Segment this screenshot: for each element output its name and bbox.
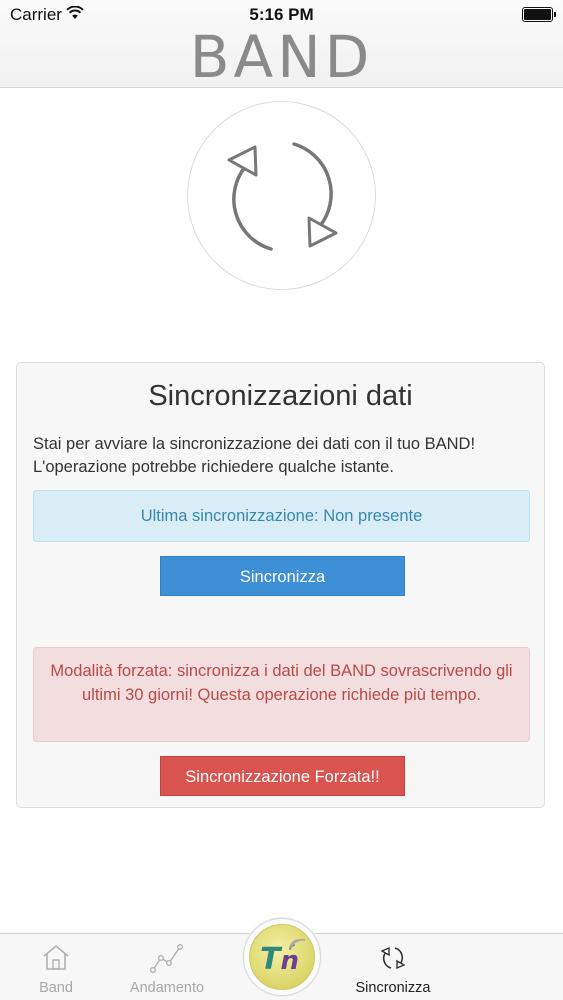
top-bar [0, 0, 563, 91]
tab-band-label: Band [39, 980, 73, 996]
sync-illustration [187, 101, 376, 290]
battery-icon [522, 7, 553, 22]
tn-logo-t: T [260, 942, 281, 977]
tab-band[interactable] [6, 934, 106, 1000]
signal-waves-icon [287, 936, 309, 958]
panel-title: Sincronizzazioni dati [148, 380, 413, 412]
line-chart-icon [150, 943, 184, 973]
tab-andamento[interactable] [117, 934, 217, 1000]
house-icon [41, 943, 71, 971]
center-logo-button[interactable] [243, 918, 321, 996]
sync-arrows-icon [188, 102, 377, 291]
tab-andamento-label: Andamento [129, 980, 205, 996]
tab-sincronizza-label: Sincronizza [355, 980, 431, 996]
forced-sync-button[interactable]: Sincronizzazione Forzata!! [160, 756, 405, 796]
sync-panel [16, 362, 545, 808]
sync-button[interactable]: Sincronizza [160, 556, 405, 596]
carrier-label: Carrier [10, 5, 62, 24]
sync-icon [378, 943, 408, 973]
panel-description: Stai per avviare la sincronizzazione dei dati con il tuo BAND! L'operazione potrebbe richiedere qualche istante. [33, 435, 476, 476]
forced-sync-warning: Modalità forzata: sincronizza i dati del BAND sovrascrivendo gli ultimi 30 giorni! Questa operazione richiede più tempo. [33, 647, 530, 742]
tn-logo-n: n [280, 946, 299, 976]
tab-sincronizza[interactable] [343, 934, 443, 1000]
status-time: 5:16 PM [249, 5, 314, 24]
tn-logo [249, 924, 315, 990]
brand-logo: BAND [189, 23, 374, 91]
last-sync-info: Ultima sincronizzazione: Non presente [33, 490, 530, 542]
